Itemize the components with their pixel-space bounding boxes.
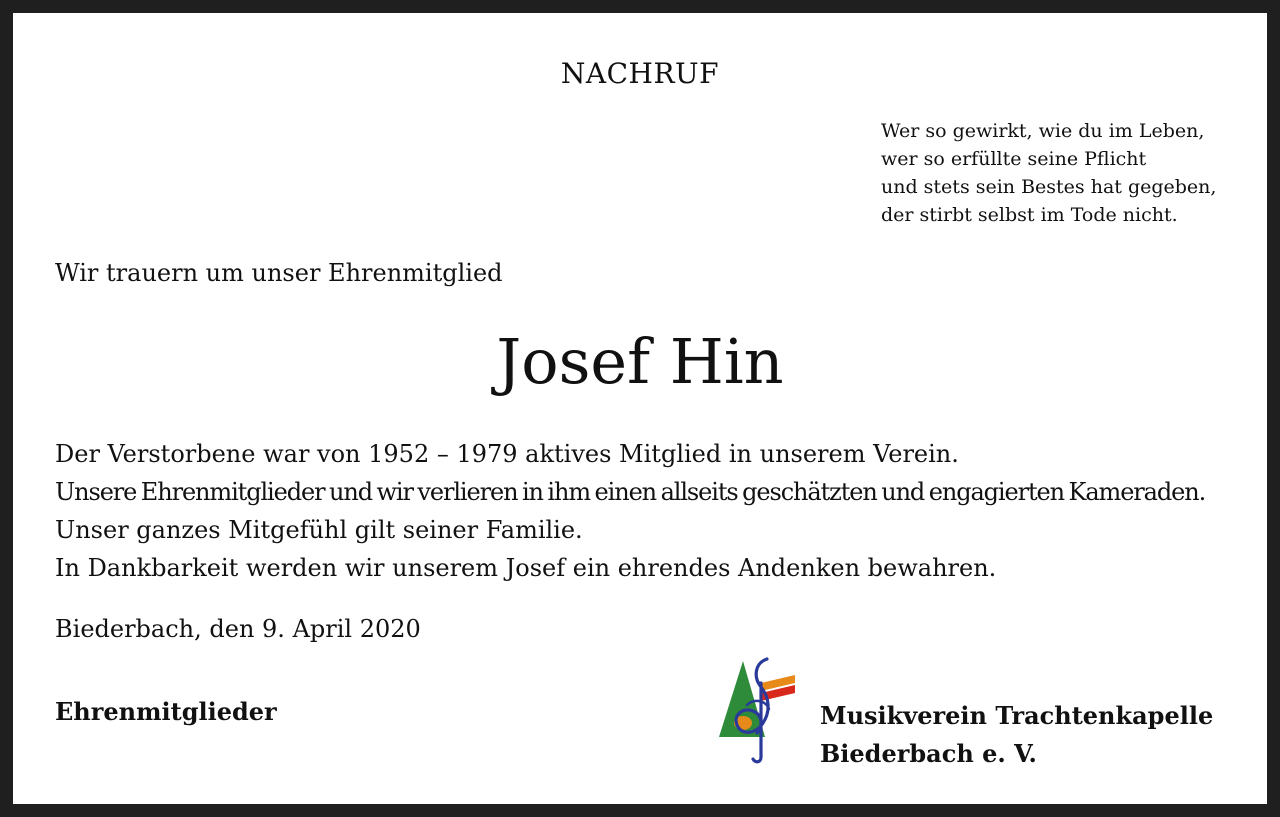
poem-line: der stirbt selbst im Tode nicht.: [881, 204, 1178, 226]
memorial-poem: [881, 117, 1261, 229]
body-line: In Dankbarkeit werden wir unserem Josef ein ehrendes Andenken bewahren.: [55, 554, 997, 582]
poem-line: und stets sein Bestes hat gegeben,: [881, 176, 1217, 198]
notice-heading: NACHRUF: [560, 57, 720, 90]
place-date: Biederbach, den 9. April 2020: [55, 615, 421, 643]
signer-honorary-members: Ehrenmitglieder: [55, 697, 277, 726]
body-line: Der Verstorbene war von 1952 – 1979 aktives Mitglied in unserem Verein.: [55, 440, 959, 468]
obituary-notice: [13, 13, 1267, 804]
deceased-name: Josef Hin: [496, 325, 784, 398]
signer-music-club: [820, 697, 1213, 773]
signer-right-line: Biederbach e. V.: [820, 739, 1037, 768]
body-line: Unsere Ehrenmitglieder und wir verlieren in ihm einen allseits geschätzten und engagierten Kameraden.: [55, 478, 1206, 506]
body-text: [55, 435, 1245, 587]
poem-line: Wer so gewirkt, wie du im Leben,: [881, 120, 1205, 142]
body-line: Unser ganzes Mitgefühl gilt seiner Familie.: [55, 516, 583, 544]
intro-text: Wir trauern um unser Ehrenmitglied: [55, 259, 503, 287]
poem-line: wer so erfüllte seine Pflicht: [881, 148, 1147, 170]
signer-right-line: Musikverein Trachtenkapelle: [820, 701, 1214, 730]
musikverein-logo-icon: [703, 653, 799, 765]
